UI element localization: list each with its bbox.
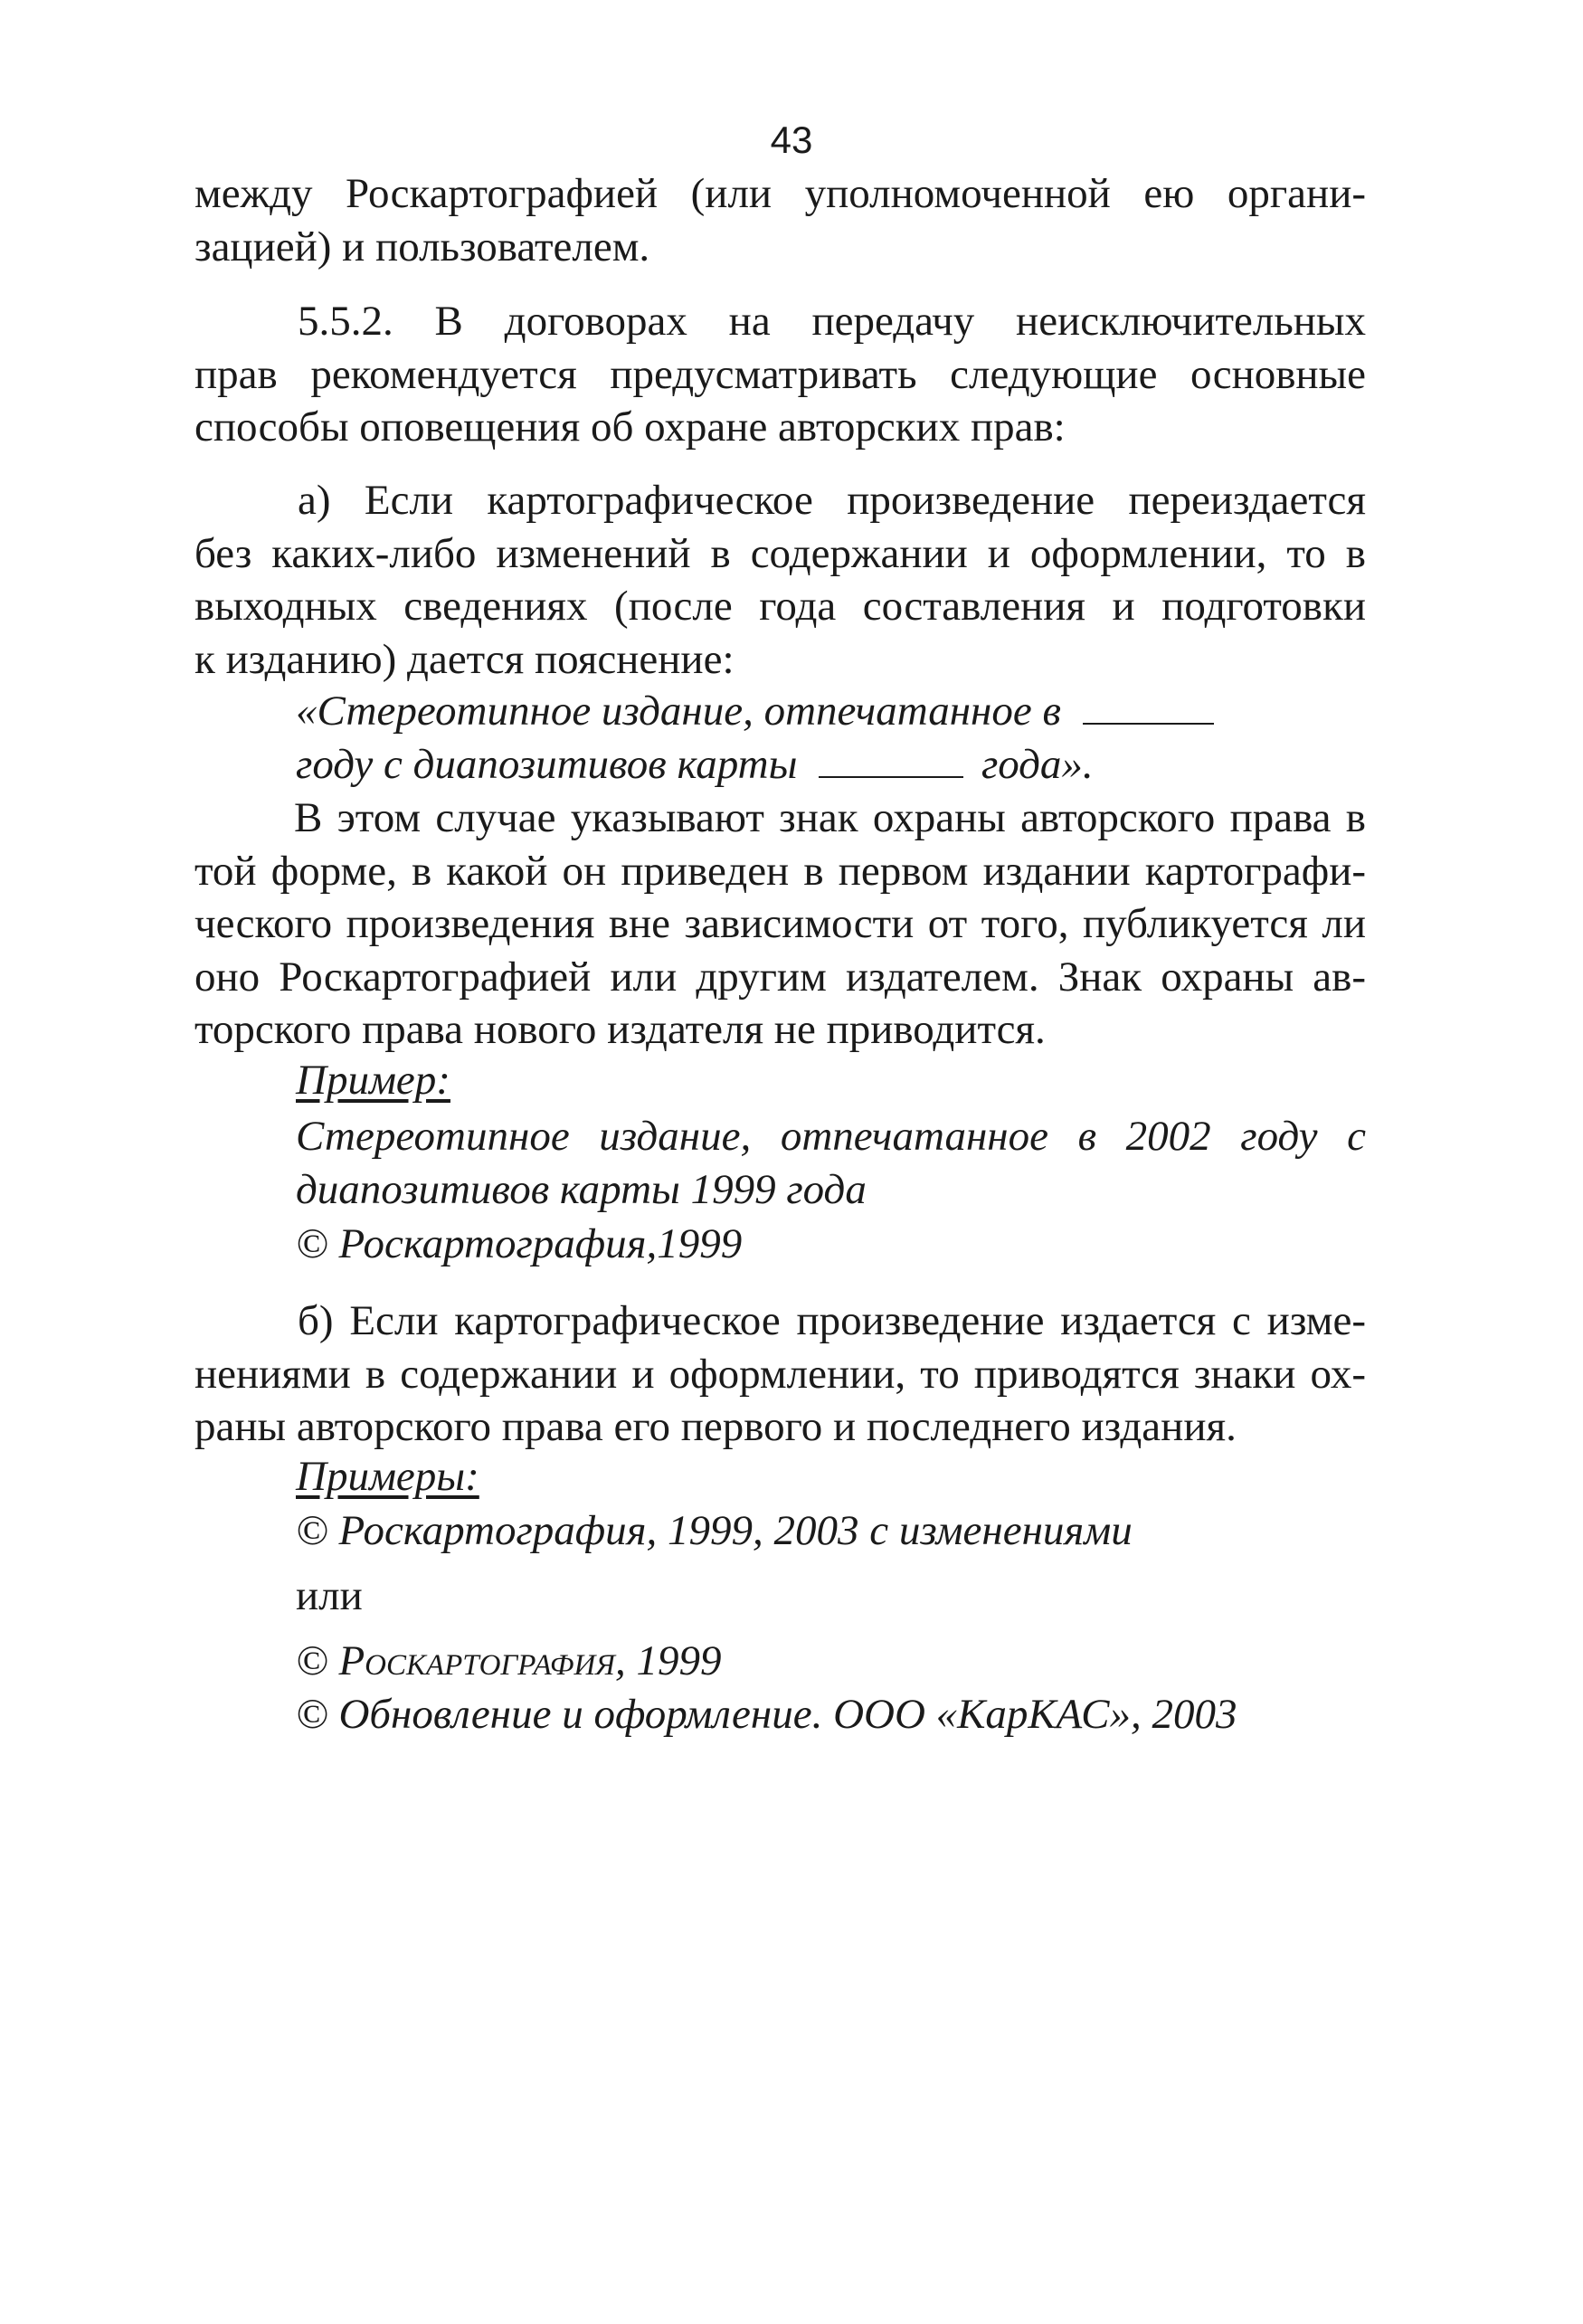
text-line: без каких-либо изменений в содержании и оформлении, то в bbox=[194, 529, 1366, 577]
text-line: прав рекомендуется предусматривать следующие основные bbox=[194, 350, 1366, 398]
example-line: Стереотипное издание, отпечатанное в 2002 году с bbox=[296, 1113, 1366, 1160]
paragraph-b bbox=[194, 1295, 1366, 1454]
example-line: диапозитивов карты 1999 года bbox=[296, 1166, 867, 1213]
text-line: к изданию) дается пояснение: bbox=[194, 635, 735, 683]
text-line: торского права нового издателя не приводится. bbox=[194, 1006, 1046, 1053]
paragraph-continuation bbox=[194, 167, 1366, 273]
paragraph-5-5-2 bbox=[194, 295, 1366, 454]
text-line: нениями в содержании и оформлении, то приводятся знаки ох- bbox=[194, 1350, 1366, 1398]
quote-line bbox=[296, 738, 1094, 791]
example-copyright bbox=[296, 1635, 722, 1687]
text-line: оно Роскартографией или другим издателем. Знак охраны ав- bbox=[194, 953, 1366, 1001]
text-line: между Роскартографией (или уполномоченной ею органи- bbox=[194, 170, 1366, 217]
quote-text: «Стереотипное издание, отпечатанное в bbox=[296, 688, 1061, 735]
text-line: а) Если картографическое произведение переиздается bbox=[298, 477, 1366, 524]
text-line: зацией) и пользователем. bbox=[194, 223, 650, 270]
example-copyright: © Роскартография,1999 bbox=[296, 1220, 743, 1267]
examples-heading: Примеры: bbox=[296, 1453, 479, 1500]
example-copyright: © Роскартография, 1999, 2003 с изменениями bbox=[296, 1507, 1133, 1554]
blank-field bbox=[1083, 688, 1214, 725]
text-line: способы оповещения об охране авторских прав: bbox=[194, 403, 1066, 451]
blank-field bbox=[819, 742, 963, 778]
example-copyright: © Обновление и оформление. ООО «КарКАС», 2003 bbox=[296, 1691, 1237, 1738]
text-line: ческого произведения вне зависимости от того, публикуется ли bbox=[194, 900, 1366, 947]
text-line: б) Если картографическое произведение издается с изме- bbox=[298, 1297, 1366, 1344]
quote-text: году с диапозитивов карты bbox=[296, 741, 798, 788]
text-line: той форме, в какой он приведен в первом издании картографи- bbox=[194, 847, 1366, 895]
quote-line bbox=[296, 685, 1214, 737]
paragraph-a bbox=[194, 474, 1366, 686]
or-text: или bbox=[296, 1572, 363, 1619]
example-heading: Пример: bbox=[296, 1057, 450, 1104]
text-line: раны авторского права его первого и последнего издания. bbox=[194, 1403, 1237, 1450]
page-number: 43 bbox=[770, 119, 813, 161]
text-line: 5.5.2. В договорах на передачу неисключительных bbox=[298, 298, 1366, 345]
paragraph-copyright-sign bbox=[194, 792, 1366, 1057]
example-copyright-text: © Роскартография, 1999 bbox=[296, 1637, 722, 1684]
text-line: выходных сведениях (после года составления и подготовки bbox=[194, 583, 1366, 630]
quote-text: года». bbox=[981, 741, 1094, 788]
text-line: В этом случае указывают знак охраны авторского права в bbox=[294, 794, 1366, 841]
